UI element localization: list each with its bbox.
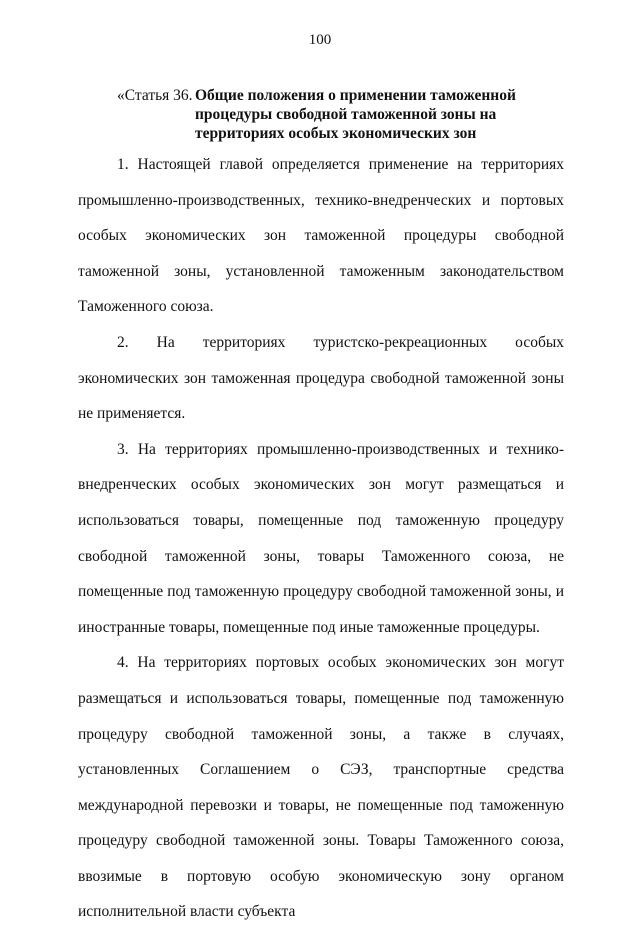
paragraph-4: 4. На территориях портовых особых экономических зон могут размещаться и использоваться товары, помещенные под таможенную процедуру свободной таможенной зоны, а также в случаях, установленных Соглашением о СЭЗ, транспортные средства международной перевозки и товары, не помещенные под таможенную процедуру свободной таможенной зоны. Товары Таможенного союза, ввозимые в портовую особую экономическую зону органом исполнительной власти субъекта — [78, 654, 564, 921]
paragraph-3: 3. На территориях промышленно-производственных и технико-внедренческих особых экономических зон могут размещаться и использоваться товары, помещенные под таможенную процедуру свободной таможенной зоны, товары Таможенного союза, не помещенные под таможенную процедуру свободной таможенной зоны, и иностранные товары, помещенные под иные таможенные процедуры. — [78, 440, 564, 636]
article-heading — [117, 86, 537, 143]
paragraph-2: 2. На территориях туристско-рекреационных особых экономических зон таможенная процедура свободной таможенной зоны не применяется. — [78, 333, 564, 423]
article-title: Общие положения о применении таможенной процедуры свободной таможенной зоны на территориях особых экономических зон — [195, 87, 516, 142]
article-body — [78, 147, 564, 930]
article-prefix: «Статья 36. — [117, 87, 193, 104]
paragraph-1: 1. Настоящей главой определяется применение на территориях промышленно-производственных, технико-внедренческих и портовых особых экономических зон таможенной процедуры свободной таможенной зоны, установленной таможенным законодательством Таможенного союза. — [78, 156, 564, 316]
page-number: 100 — [308, 32, 332, 48]
